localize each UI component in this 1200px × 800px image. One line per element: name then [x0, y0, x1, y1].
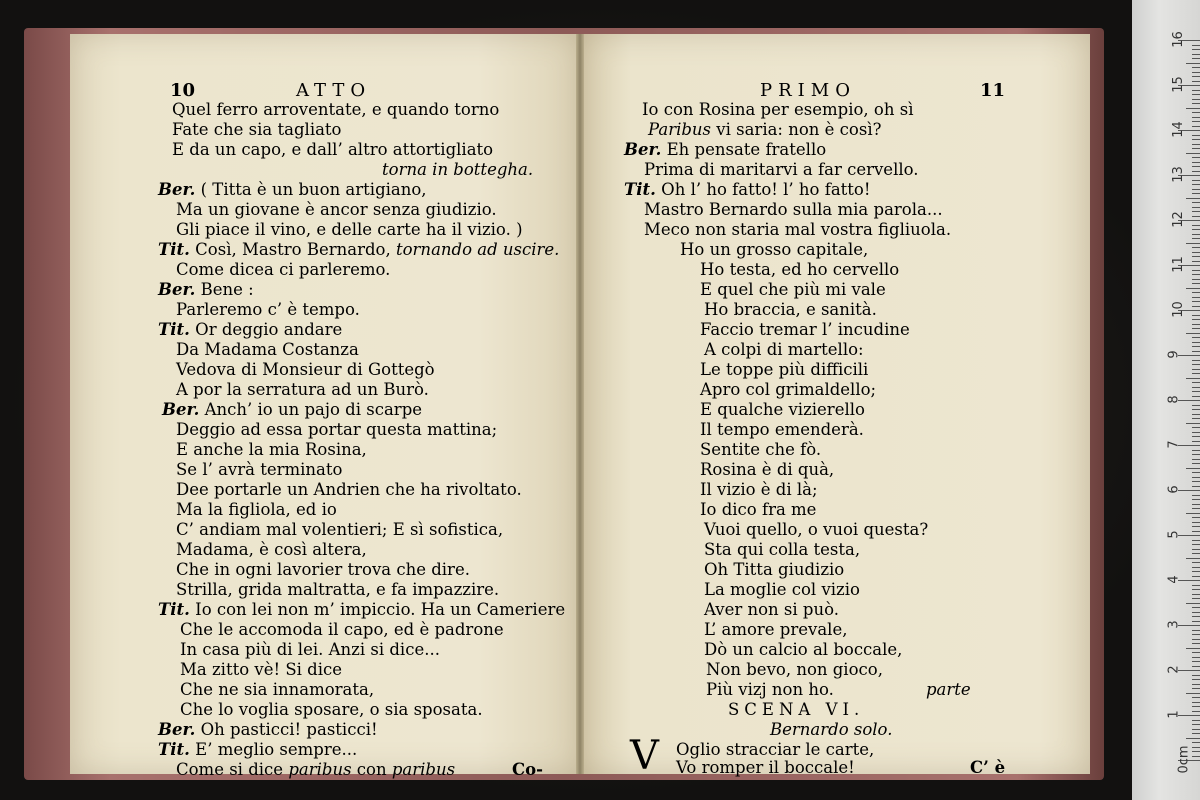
- text-line: Che lo voglia sposare, o sia sposata.: [180, 700, 483, 719]
- ruler-tick: [1192, 553, 1200, 554]
- ruler-tick: [1192, 517, 1200, 518]
- ruler-tick: [1192, 292, 1200, 293]
- text-line: Prima di maritarvi a far cervello.: [644, 160, 919, 179]
- ruler-tick: [1192, 418, 1200, 419]
- ruler-tick: [1192, 432, 1200, 433]
- text-line: E qualche vizierello: [700, 400, 865, 419]
- ruler-tick: [1192, 472, 1200, 473]
- ruler-tick: [1192, 49, 1200, 50]
- text-line: Più vizj non ho.: [706, 680, 834, 699]
- left-page-number: 10: [170, 80, 196, 101]
- ruler-tick: [1192, 540, 1200, 541]
- ruler-tick: [1192, 409, 1200, 410]
- ruler-label: 8: [1166, 395, 1182, 404]
- ruler-tick: [1192, 729, 1200, 730]
- ruler-tick: [1192, 396, 1200, 397]
- ruler-tick: [1186, 738, 1200, 739]
- text-line: Sentite che fò.: [700, 440, 822, 459]
- ruler-tick: [1186, 288, 1200, 289]
- ruler-tick: [1192, 67, 1200, 68]
- text-line: Tit. Oh l’ ho fatto! l’ ho fatto!: [624, 180, 871, 199]
- text-line: Aver non si può.: [704, 600, 839, 619]
- ruler-tick: [1192, 684, 1200, 685]
- ruler-label: 1: [1166, 710, 1182, 719]
- ruler-tick: [1186, 558, 1200, 559]
- text-line: Che ne sia innamorata,: [180, 680, 375, 699]
- measuring-ruler: [1132, 0, 1200, 800]
- ruler-tick: [1186, 468, 1200, 469]
- ruler-tick: [1186, 153, 1200, 154]
- ruler-tick: [1192, 148, 1200, 149]
- text-line: Ber. Oh pasticci! pasticci!: [158, 720, 378, 739]
- text-line: Le toppe più difficili: [700, 360, 869, 379]
- ruler-tick: [1192, 504, 1200, 505]
- ruler-tick: [1192, 184, 1200, 185]
- text-line: Madama, è così altera,: [176, 540, 367, 559]
- ruler-tick: [1192, 234, 1200, 235]
- ruler-tick: [1192, 720, 1200, 721]
- text-line: Tit. E’ meglio sempre...: [158, 740, 358, 759]
- ruler-tick: [1192, 436, 1200, 437]
- stage-direction: parte: [926, 680, 971, 699]
- ruler-tick: [1186, 513, 1200, 514]
- ruler-tick: [1192, 576, 1200, 577]
- text-line: L’ amore prevale,: [704, 620, 848, 639]
- text-line: Deggio ad essa portar questa mattina;: [176, 420, 498, 439]
- ruler-tick: [1192, 459, 1200, 460]
- ruler-tick: [1192, 441, 1200, 442]
- ruler-tick: [1192, 666, 1200, 667]
- catchword: C’ è: [970, 758, 1006, 777]
- ruler-tick: [1192, 126, 1200, 127]
- text-line: Se l’ avrà terminato: [176, 460, 343, 479]
- ruler-tick: [1192, 733, 1200, 734]
- ruler-tick: [1192, 261, 1200, 262]
- ruler-tick: [1192, 94, 1200, 95]
- book-gutter: [576, 34, 584, 774]
- ruler-tick: [1192, 252, 1200, 253]
- ruler-tick: [1192, 54, 1200, 55]
- text-line: Oh Titta giudizio: [704, 560, 845, 579]
- ruler-tick: [1192, 585, 1200, 586]
- text-line: Meco non staria mal vostra figliuola.: [644, 220, 952, 239]
- text-line: Ho braccia, e sanità.: [704, 300, 877, 319]
- ruler-tick: [1192, 508, 1200, 509]
- text-line: E anche la mia Rosina,: [176, 440, 367, 459]
- ruler-label: 9: [1166, 350, 1182, 359]
- ruler-tick: [1192, 711, 1200, 712]
- ruler-tick: [1192, 661, 1200, 662]
- text-line: Dò un calcio al boccale,: [704, 640, 903, 659]
- ruler-tick: [1192, 643, 1200, 644]
- text-line: E da un capo, e dall’ altro attortigliato: [172, 140, 494, 159]
- right-page-number: 11: [980, 80, 1006, 101]
- ruler-tick: [1192, 72, 1200, 73]
- text-line: C’ andiam mal volentieri; E sì sofistica,: [176, 520, 504, 539]
- ruler-tick: [1192, 342, 1200, 343]
- ruler-tick: [1192, 450, 1200, 451]
- text-line: Ber. ( Titta è un buon artigiano,: [158, 180, 427, 199]
- ruler-tick: [1192, 117, 1200, 118]
- ruler-tick: [1192, 562, 1200, 563]
- ruler-tick: [1192, 526, 1200, 527]
- ruler-tick: [1192, 301, 1200, 302]
- text-line: Strilla, grida maltratta, e fa impazzire.: [176, 580, 500, 599]
- ruler-tick: [1192, 634, 1200, 635]
- text-line: Tit. Così, Mastro Bernardo, tornando ad uscire.: [158, 240, 560, 259]
- ruler-label: 15: [1170, 76, 1186, 93]
- ruler-tick: [1186, 693, 1200, 694]
- ruler-tick: [1192, 531, 1200, 532]
- text-line: Gli piace il vino, e delle carte ha il vizio. ): [176, 220, 523, 239]
- ruler-tick: [1192, 364, 1200, 365]
- text-line: Che le accomoda il capo, ed è padrone: [180, 620, 504, 639]
- stage-direction: torna in bottegha.: [382, 160, 534, 179]
- ruler-tick: [1192, 382, 1200, 383]
- text-line: Ho un grosso capitale,: [680, 240, 869, 259]
- text-line: Ma zitto vè! Si dice: [180, 660, 343, 679]
- ruler-tick: [1192, 351, 1200, 352]
- ruler-tick: [1192, 202, 1200, 203]
- ruler-tick: [1192, 724, 1200, 725]
- ruler-tick: [1192, 652, 1200, 653]
- ruler-tick: [1192, 598, 1200, 599]
- ruler-tick: [1192, 171, 1200, 172]
- ruler-label: 0cm: [1176, 745, 1192, 774]
- ruler-tick: [1192, 679, 1200, 680]
- ruler-tick: [1192, 135, 1200, 136]
- text-line: Io dico fra me: [700, 500, 817, 519]
- ruler-label: 2: [1166, 665, 1182, 674]
- ruler-tick: [1192, 481, 1200, 482]
- ruler-tick: [1192, 211, 1200, 212]
- ruler-tick: [1192, 283, 1200, 284]
- text-line: E quel che più mi vale: [700, 280, 886, 299]
- ruler-tick: [1192, 747, 1200, 748]
- ruler-tick: [1192, 742, 1200, 743]
- ruler-tick: [1192, 549, 1200, 550]
- ruler-tick: [1192, 630, 1200, 631]
- text-line: A por la serratura ad un Burò.: [176, 380, 429, 399]
- ruler-tick: [1192, 189, 1200, 190]
- ruler-tick: [1192, 76, 1200, 77]
- text-line: Da Madama Costanza: [176, 340, 359, 359]
- ruler-tick: [1192, 274, 1200, 275]
- ruler-tick: [1192, 616, 1200, 617]
- ruler-label: 7: [1166, 440, 1182, 449]
- ruler-label: 4: [1166, 575, 1182, 584]
- ruler-tick: [1192, 697, 1200, 698]
- text-line: Faccio tremar l’ incudine: [700, 320, 910, 339]
- text-line: Ber. Bene :: [158, 280, 254, 299]
- ruler-tick: [1192, 751, 1200, 752]
- ruler-tick: [1192, 756, 1200, 757]
- ruler-tick: [1192, 427, 1200, 428]
- ruler-tick: [1192, 369, 1200, 370]
- text-line: Vo romper il boccale!: [676, 758, 855, 777]
- ruler-tick: [1192, 544, 1200, 545]
- ruler-label: 13: [1170, 166, 1186, 183]
- ruler-tick: [1192, 639, 1200, 640]
- text-line: Quel ferro arroventate, e quando torno: [172, 100, 500, 119]
- ruler-label: 10: [1170, 301, 1186, 318]
- text-line: Paribus vi saria: non è così?: [648, 120, 882, 139]
- text-line: Il vizio è di là;: [700, 480, 818, 499]
- ruler-label: 5: [1166, 530, 1182, 539]
- text-line: La moglie col vizio: [704, 580, 860, 599]
- ruler-tick: [1192, 495, 1200, 496]
- text-line: Rosina è di quà,: [700, 460, 835, 479]
- ruler-tick: [1192, 103, 1200, 104]
- text-line: Mastro Bernardo sulla mia parola...: [644, 200, 943, 219]
- ruler-tick: [1192, 319, 1200, 320]
- text-line: Ma un giovane è ancor senza giudizio.: [176, 200, 497, 219]
- ruler-tick: [1192, 360, 1200, 361]
- text-line: Tit. Io con lei non m’ impiccio. Ha un Cameriere: [158, 600, 566, 619]
- text-line: Io con Rosina per esempio, oh sì: [642, 100, 914, 119]
- ruler-tick: [1186, 243, 1200, 244]
- text-line: Ber. Anch’ io un pajo di scarpe: [162, 400, 423, 419]
- ruler-tick: [1192, 279, 1200, 280]
- text-line: Vedova di Monsieur di Gottegò: [176, 360, 435, 379]
- ruler-tick: [1192, 297, 1200, 298]
- ruler-tick: [1192, 328, 1200, 329]
- ruler-tick: [1192, 121, 1200, 122]
- ruler-tick: [1192, 594, 1200, 595]
- ruler-tick: [1192, 45, 1200, 46]
- ruler-tick: [1192, 238, 1200, 239]
- catchword: Co-: [512, 760, 543, 779]
- scene-persons: Bernardo solo.: [770, 720, 893, 739]
- ruler-tick: [1192, 225, 1200, 226]
- ruler-tick: [1186, 648, 1200, 649]
- ruler-tick: [1192, 387, 1200, 388]
- ruler-label: 11: [1170, 256, 1186, 273]
- ruler-tick: [1192, 162, 1200, 163]
- ruler-tick: [1192, 702, 1200, 703]
- text-line: Che in ogni lavorier trova che dire.: [176, 560, 470, 579]
- text-line: Apro col grimaldello;: [700, 380, 877, 399]
- ruler-tick: [1186, 423, 1200, 424]
- text-line: In casa più di lei. Anzi si dice...: [180, 640, 440, 659]
- ruler-tick: [1186, 378, 1200, 379]
- ruler-tick: [1192, 256, 1200, 257]
- ruler-tick: [1192, 675, 1200, 676]
- ruler-tick: [1192, 157, 1200, 158]
- ruler-tick: [1186, 333, 1200, 334]
- ruler-tick: [1192, 324, 1200, 325]
- ruler-tick: [1192, 81, 1200, 82]
- ruler-tick: [1192, 139, 1200, 140]
- scene-heading: SCENA VI.: [728, 700, 865, 719]
- text-line: Come dicea ci parleremo.: [176, 260, 391, 279]
- text-line: Ho testa, ed ho cervello: [700, 260, 900, 279]
- drop-cap: V: [630, 733, 659, 779]
- ruler-tick: [1192, 166, 1200, 167]
- ruler-tick: [1192, 216, 1200, 217]
- ruler-tick: [1192, 414, 1200, 415]
- ruler-tick: [1192, 522, 1200, 523]
- ruler-tick: [1192, 612, 1200, 613]
- ruler-tick: [1192, 571, 1200, 572]
- ruler-tick: [1192, 567, 1200, 568]
- ruler-tick: [1192, 229, 1200, 230]
- ruler-tick: [1192, 373, 1200, 374]
- ruler-label: 12: [1170, 211, 1186, 228]
- ruler-tick: [1192, 621, 1200, 622]
- ruler-tick: [1192, 90, 1200, 91]
- ruler-tick: [1192, 454, 1200, 455]
- text-line: Non bevo, non gioco,: [706, 660, 883, 679]
- ruler-tick: [1192, 144, 1200, 145]
- left-running-header: ATTO: [296, 80, 372, 101]
- text-line: Fate che sia tagliato: [172, 120, 342, 139]
- ruler-label: 16: [1170, 31, 1186, 48]
- ruler-label: 6: [1166, 485, 1182, 494]
- ruler-tick: [1192, 346, 1200, 347]
- ruler-tick: [1192, 193, 1200, 194]
- right-running-header: PRIMO: [760, 80, 856, 101]
- text-line: Come si dice paribus con paribus: [176, 760, 456, 779]
- ruler-label: 14: [1170, 121, 1186, 138]
- ruler-tick: [1192, 391, 1200, 392]
- ruler-tick: [1192, 180, 1200, 181]
- ruler-tick: [1192, 499, 1200, 500]
- ruler-tick: [1192, 306, 1200, 307]
- text-line: Dee portarle un Andrien che ha rivoltato.: [176, 480, 522, 499]
- ruler-tick: [1192, 589, 1200, 590]
- ruler-tick: [1192, 463, 1200, 464]
- ruler-tick: [1186, 198, 1200, 199]
- ruler-tick: [1192, 657, 1200, 658]
- text-line: Vuoi quello, o vuoi questa?: [704, 520, 929, 539]
- ruler-tick: [1192, 688, 1200, 689]
- ruler-tick: [1192, 99, 1200, 100]
- text-line: Ber. Eh pensate fratello: [624, 140, 827, 159]
- ruler-tick: [1192, 337, 1200, 338]
- ruler-label: 3: [1166, 620, 1182, 629]
- ruler-tick: [1192, 207, 1200, 208]
- text-line: Tit. Or deggio andare: [158, 320, 343, 339]
- text-line: Il tempo emenderà.: [700, 420, 864, 439]
- ruler-tick: [1186, 108, 1200, 109]
- text-line: Sta qui colla testa,: [704, 540, 861, 559]
- ruler-tick: [1192, 405, 1200, 406]
- ruler-tick: [1192, 315, 1200, 316]
- ruler-tick: [1192, 58, 1200, 59]
- ruler-tick: [1186, 63, 1200, 64]
- text-line: A colpi di martello:: [704, 340, 864, 359]
- text-line: Oglio stracciar le carte,: [676, 740, 875, 759]
- ruler-tick: [1186, 603, 1200, 604]
- ruler-tick: [1192, 477, 1200, 478]
- ruler-tick: [1192, 112, 1200, 113]
- text-line: Parleremo c’ è tempo.: [176, 300, 360, 319]
- text-line: Ma la figliola, ed io: [176, 500, 337, 519]
- ruler-tick: [1192, 270, 1200, 271]
- ruler-tick: [1192, 486, 1200, 487]
- ruler-tick: [1192, 247, 1200, 248]
- ruler-tick: [1192, 607, 1200, 608]
- ruler-tick: [1192, 706, 1200, 707]
